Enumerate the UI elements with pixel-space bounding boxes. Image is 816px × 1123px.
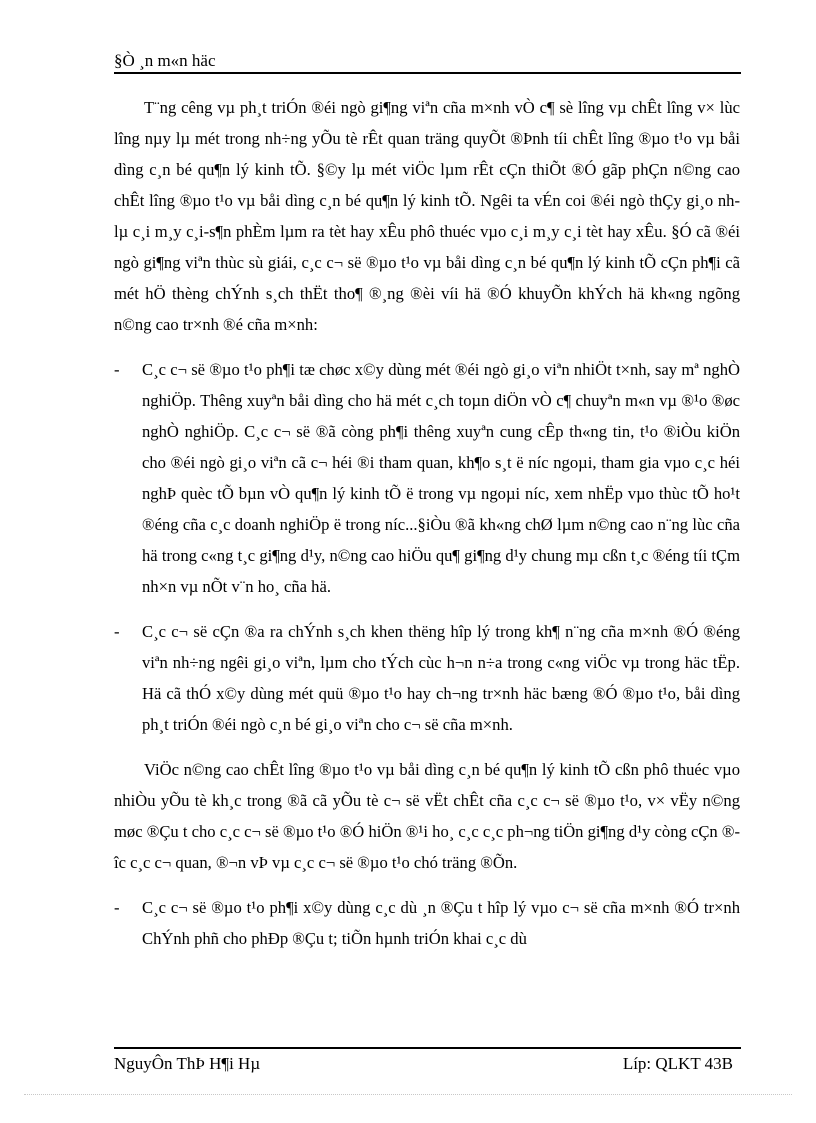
bullet-dash: -: [114, 622, 120, 641]
page-header: [114, 50, 741, 72]
bullet-dash: -: [114, 898, 120, 917]
bullet-text-1: C¸c c¬ së ®µo t¹o ph¶i tæ chøc x©y dùng mét ®éi ngò gi¸o viªn nhiÖt t×nh, say mª nghÒ nghiÖp. Thêng xuyªn båi dìng cho hä mét c¸ch toµn diÖn vÒ c¶ chuyªn m«n vµ ®¹o ®øc nghÒ nghiÖp. C¸c c¬ së ®ã còng ph¶i thêng xuyªn cung cÊp th«ng tin, t¹o ®iÒu kiÖn cho ®éi ngò gi¸o viªn cã c¬ héi ®i tham quan, kh¶o s¸t ë níc ngoµi, tham gia vµo c¸c héi nghÞ quèc tÕ bµn vÒ qu¶n lý kinh tÕ ë trong vµ ngoµi níc, xem nhËp vµo thùc tÕ ho¹t ®éng cña c¸c doanh nghiÖp ë trong níc...§iÒu ®ã kh«ng chØ lµm n©ng cao n¨ng lùc cña hä trong c«ng t¸c gi¶ng d¹y, n©ng cao hiÖu qu¶ gi¶ng d¹y chung mµ cßn t¸c ®éng tíi tÇm nh×n vµ nÕt v¨n ho¸ cña hä.: [142, 360, 740, 596]
page-edge-divider: [24, 1094, 792, 1095]
bullet-item-3: [114, 892, 740, 954]
bullet-text-3: C¸c c¬ së ®µo t¹o ph¶i x©y dùng c¸c dù ¸n ®Çu t hîp lý vµo c¬ së cña m×nh ®Ó tr×nh ChÝnh phñ cho phÐp ®Çu t; tiÕn hµnh triÓn khai c¸c dù: [142, 898, 740, 948]
bullet-item-2: [114, 616, 740, 740]
bullet-item-1: [114, 354, 740, 602]
paragraph-intro: T¨ng cêng vµ ph¸t triÓn ®éi ngò gi¶ng viªn cña m×nh vÒ c¶ sè lîng vµ chÊt lîng v× lùc lîng nµy lµ mét trong nh÷ng yÕu tè rÊt quan träng quyÕt ®Þnh tíi chÊt lîng ®µo t¹o vµ båi dìng c¸n bé qu¶n lý kinh tÕ. §©y lµ mét viÖc lµm rÊt cÇn thiÕt ®Ó gãp phÇn n©ng cao chÊt lîng ®µo t¹o vµ båi dìng c¸n bé qu¶n lý kinh tÕ. Ngêi ta vÉn coi ®éi ngò thÇy gi¸o nh lµ c¸i m¸y c¸i-s¶n phÈm lµm ra tèt hay xÊu phô thuéc vµo c¸i m¸y c¸i tèt hay xÊu. §Ó cã ®éi ngò gi¶ng viªn thùc sù giái, c¸c c¬ së ®µo t¹o vµ båi dìng c¸n bé qu¶n lý kinh tÕ cÇn ph¶i cã mét hÖ thèng chÝnh s¸ch thËt tho¶ ®¸ng ®èi víi hä ®Ó khuyÕn khÝch hä kh«ng ngõng n©ng cao tr×nh ®é cña m×nh:: [114, 98, 740, 334]
header-title: §Ò ¸n m«n häc: [114, 51, 216, 70]
bullet-dash: -: [114, 360, 120, 379]
header-rule: [114, 72, 741, 74]
footer-author: NguyÔn ThÞ H¶i Hµ: [114, 1054, 261, 1073]
footer-rule: [114, 1047, 741, 1049]
paragraph-infrastructure: ViÖc n©ng cao chÊt lîng ®µo t¹o vµ båi dìng c¸n bé qu¶n lý kinh tÕ cßn phô thuéc vµo nhiÒu yÕu tè kh¸c trong ®ã cã yÕu tè c¬ së vËt chÊt cña c¸c c¬ së ®µo t¹o, v× vËy n©ng møc ®Çu t cho c¸c c¬ së ®µo t¹o ®Ó hiÖn ®¹i ho¸ c¸c c¸c ph¬ng tiÖn gi¶ng d¹y còng cÇn ®îc c¸c c¬ quan, ®¬n vÞ vµ c¸c c¬ së ®µo t¹o chó träng ®Õn.: [114, 760, 740, 872]
document-body: [114, 92, 740, 968]
bullet-text-2: C¸c c¬ së cÇn ®a ra chÝnh s¸ch khen thëng hîp lý trong kh¶ n¨ng cña m×nh ®Ó ®éng viªn nh÷ng ngêi gi¸o viªn, lµm cho tÝch cùc h¬n n÷a trong c«ng viÖc vµ trong häc tËp. Hä cã thÓ x©y dùng mét quü ®µo t¹o hay ch¬ng tr×nh häc bæng ®Ó ®µo t¹o, båi dìng ph¸t triÓn ®éi ngò c¸n bé gi¸o viªn cho c¬ së cña m×nh.: [142, 622, 740, 734]
footer-class: Líp: QLKT 43B: [622, 1054, 733, 1073]
